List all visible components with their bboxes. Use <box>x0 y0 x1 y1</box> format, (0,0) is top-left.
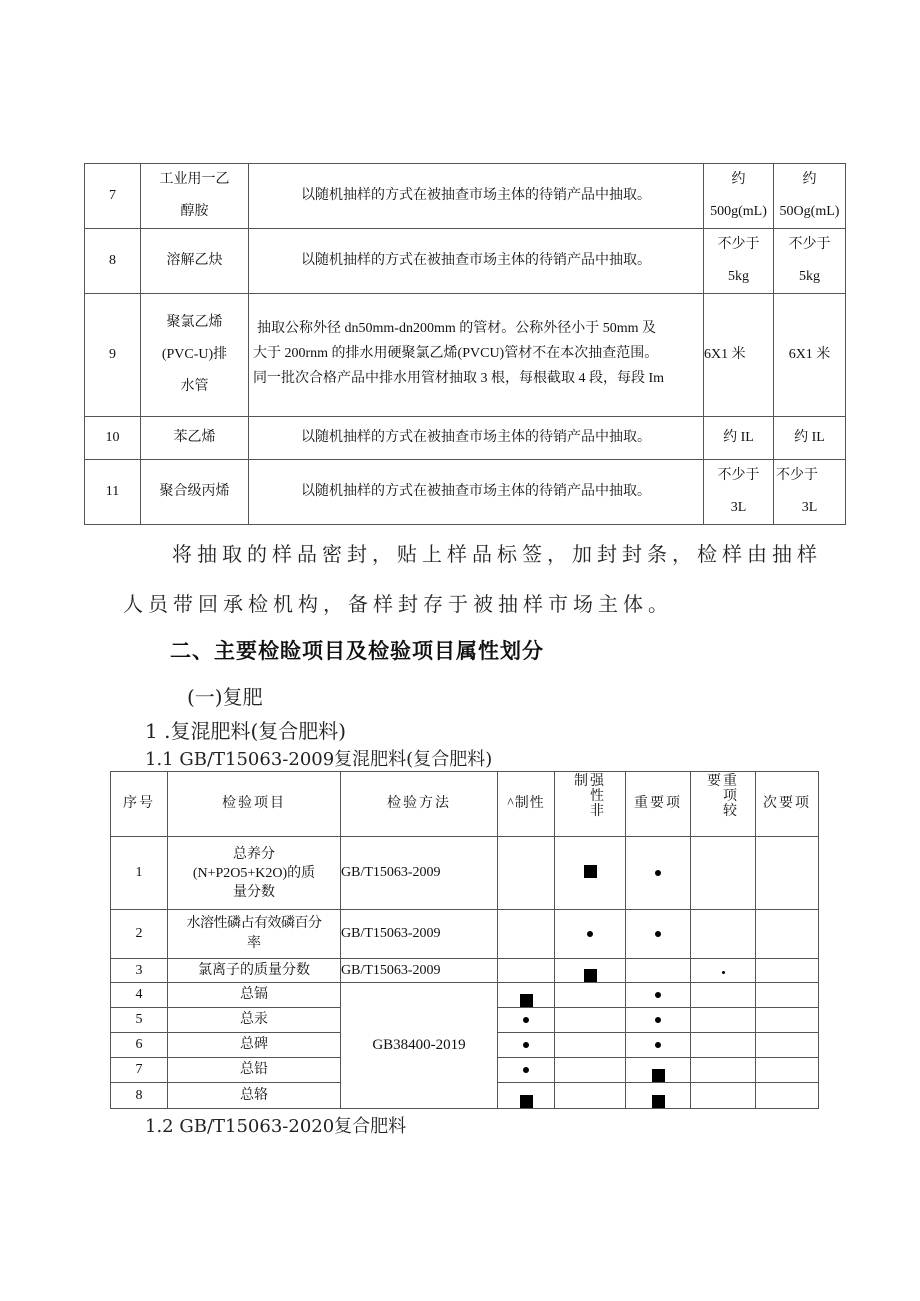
minor-cell <box>756 983 819 1008</box>
relatively-important-cell <box>691 1033 756 1058</box>
important-cell <box>626 1033 691 1058</box>
inspection-item: 总汞 <box>168 1008 341 1033</box>
standard-heading: 1.2 GB/T15063-2020复合肥料 <box>145 1116 407 1137</box>
important-cell <box>626 959 691 983</box>
dot-mark-icon <box>655 931 661 937</box>
quantity-line: 约 <box>802 172 817 187</box>
quantity-line: 5kg <box>799 269 820 284</box>
row-number: 8 <box>85 229 141 294</box>
row-number: 8 <box>111 1083 168 1109</box>
header-non-mandatory <box>555 772 626 837</box>
header-mandatory: ^制性 <box>498 772 555 837</box>
important-cell <box>626 983 691 1008</box>
minor-cell <box>756 959 819 983</box>
test-sample-quantity <box>704 229 774 294</box>
header-important: 重要项 <box>626 772 691 837</box>
row-number: 10 <box>85 417 141 460</box>
mandatory-cell <box>498 983 555 1008</box>
header-line: 性 <box>590 789 604 804</box>
mandatory-cell <box>498 1083 555 1109</box>
dot-mark-icon <box>523 1042 529 1048</box>
header-stack <box>574 774 606 819</box>
quantity-line: 500g(mL) <box>710 204 767 219</box>
product-name-line: 醇胺 <box>180 204 209 219</box>
row-number: 2 <box>111 910 168 959</box>
item-line: 水溶性磷占有效磷百分 <box>186 916 322 931</box>
row-number: 7 <box>111 1058 168 1083</box>
non-mandatory-cell <box>555 910 626 959</box>
table-row <box>85 460 846 525</box>
header-line: 制强 <box>574 774 606 789</box>
item-line: (N+P2O5+K2O)的质 <box>192 865 316 881</box>
item-line: 总养分 <box>233 846 275 862</box>
quantity-line: 不少于 <box>717 468 760 483</box>
table-row <box>85 417 846 460</box>
quantity-line: 约 <box>731 172 746 187</box>
quantity-line: 5kg <box>728 269 749 284</box>
header-no: 序号 <box>111 772 168 837</box>
non-mandatory-cell <box>555 1083 626 1109</box>
minor-cell <box>756 1083 819 1109</box>
header-line: 要重 <box>707 774 739 789</box>
header-line: 较 <box>723 804 737 819</box>
inspection-items-table <box>110 771 819 1109</box>
test-sample-quantity: 约 IL <box>704 417 774 460</box>
product-name: 聚合级丙烯 <box>141 460 249 525</box>
test-sample-quantity <box>704 164 774 229</box>
inspection-method: GB/T15063-2009 <box>341 910 498 959</box>
non-mandatory-cell <box>555 1033 626 1058</box>
row-number: 11 <box>85 460 141 525</box>
square-mark-icon <box>652 1095 665 1108</box>
method-line: 大于 200rnm 的排水用硬聚氯乙烯(PVCU)管材不在本次抽查范围。 <box>253 346 659 361</box>
important-cell <box>626 837 691 910</box>
important-cell <box>626 1058 691 1083</box>
product-name: 溶解乙炔 <box>141 229 249 294</box>
relatively-important-cell <box>691 1083 756 1109</box>
product-name-line: 水管 <box>180 379 209 394</box>
table-row <box>85 229 846 294</box>
backup-sample-quantity: 6X1 米 <box>774 294 846 417</box>
backup-sample-quantity <box>774 460 846 525</box>
table-row <box>111 910 819 959</box>
minor-cell <box>756 1033 819 1058</box>
square-mark-icon <box>520 994 533 1007</box>
inspection-method: GB/T15063-2009 <box>341 959 498 983</box>
non-mandatory-cell <box>555 959 626 983</box>
header-method: 检验方法 <box>341 772 498 837</box>
row-number: 1 <box>111 837 168 910</box>
backup-sample-quantity <box>774 229 846 294</box>
row-number: 9 <box>85 294 141 417</box>
test-sample-quantity: 6X1 米 <box>704 294 774 417</box>
relatively-important-cell <box>691 1058 756 1083</box>
sampling-table <box>84 163 846 525</box>
mandatory-cell <box>498 959 555 983</box>
inspection-item <box>168 910 341 959</box>
product-name: 苯乙烯 <box>141 417 249 460</box>
mandatory-cell <box>498 837 555 910</box>
test-sample-quantity <box>704 460 774 525</box>
relatively-important-cell <box>691 1008 756 1033</box>
non-mandatory-cell <box>555 983 626 1008</box>
row-number: 6 <box>111 1033 168 1058</box>
non-mandatory-cell <box>555 1058 626 1083</box>
quantity-line: 不少于 <box>717 237 760 252</box>
inspection-item <box>168 837 341 910</box>
inspection-method-merged: GB38400-2019 <box>341 983 498 1109</box>
quantity-line: 50Og(mL) <box>779 204 840 219</box>
square-mark-icon <box>652 1069 665 1082</box>
table-row <box>111 837 819 910</box>
table-row <box>111 959 819 983</box>
product-name <box>141 164 249 229</box>
table-row <box>85 164 846 229</box>
backup-sample-quantity: 约 IL <box>774 417 846 460</box>
header-relatively-important <box>691 772 756 837</box>
product-name-line: 工业用一乙 <box>159 172 230 187</box>
row-number: 3 <box>111 959 168 983</box>
sampling-method <box>249 294 704 417</box>
header-item: 检验项目 <box>168 772 341 837</box>
important-cell <box>626 910 691 959</box>
square-mark-icon <box>520 1095 533 1108</box>
non-mandatory-cell <box>555 1008 626 1033</box>
important-cell <box>626 1083 691 1109</box>
inspection-method: GB/T15063-2009 <box>341 837 498 910</box>
quantity-line: 3L <box>730 500 747 515</box>
square-mark-icon <box>584 969 597 982</box>
method-line: 同一批次合格产品中排水用管材抽取 3 根，每根截取 4 段，每段 Im <box>253 371 665 386</box>
subsection-heading: (一)复肥 <box>187 685 263 709</box>
relatively-important-cell <box>691 959 756 983</box>
minor-cell <box>756 1008 819 1033</box>
dot-mark-icon <box>655 1017 661 1023</box>
minor-cell <box>756 837 819 910</box>
backup-sample-quantity <box>774 164 846 229</box>
relatively-important-cell <box>691 983 756 1008</box>
sampling-method: 以随机抽样的方式在被抽查市场主体的待销产品中抽取。 <box>249 460 704 525</box>
dot-mark-icon <box>655 870 661 876</box>
header-minor: 次要项 <box>756 772 819 837</box>
table-row <box>111 983 819 1008</box>
row-number: 4 <box>111 983 168 1008</box>
relatively-important-cell <box>691 910 756 959</box>
small-dot-mark-icon <box>722 971 725 974</box>
inspection-item: 总铅 <box>168 1058 341 1083</box>
table-row <box>85 294 846 417</box>
product-name-line: (PVC-U)排 <box>161 347 228 362</box>
square-mark-icon <box>584 865 597 878</box>
item-line: 量分数 <box>233 884 275 900</box>
dot-mark-icon <box>587 931 593 937</box>
mandatory-cell <box>498 1033 555 1058</box>
sampling-method: 以随机抽样的方式在被抽查市场主体的待销产品中抽取。 <box>249 417 704 460</box>
important-cell <box>626 1008 691 1033</box>
product-name-line: 聚氯乙烯 <box>166 315 223 330</box>
minor-cell <box>756 910 819 959</box>
inspection-item: 总碑 <box>168 1033 341 1058</box>
relatively-important-cell <box>691 837 756 910</box>
dot-mark-icon <box>523 1067 529 1073</box>
mandatory-cell <box>498 1058 555 1083</box>
item-heading: 1 .复混肥料(复合肥料) <box>145 719 347 743</box>
paragraph-line: 人员带回承检机构，备样封存于被抽样市场主体。 <box>123 592 673 616</box>
mandatory-cell <box>498 910 555 959</box>
quantity-line: 不少于 <box>776 468 818 483</box>
non-mandatory-cell <box>555 837 626 910</box>
item-line: 率 <box>247 936 261 951</box>
header-line: 项 <box>723 789 737 804</box>
section-heading: 二、主要检睑项目及检验项目属性划分 <box>170 639 544 663</box>
sampling-method: 以随机抽样的方式在被抽查市场主体的待销产品中抽取。 <box>249 229 704 294</box>
table-header-row <box>111 772 819 837</box>
header-line: 非 <box>590 804 604 819</box>
sampling-method: 以随机抽样的方式在被抽查市场主体的待销产品中抽取。 <box>249 164 704 229</box>
dot-mark-icon <box>655 992 661 998</box>
inspection-item: 总辂 <box>168 1083 341 1109</box>
minor-cell <box>756 1058 819 1083</box>
inspection-item: 氯离子的质量分数 <box>168 959 341 983</box>
method-line: 抽取公称外径 dn50mm-dn200mm 的管材。公称外径小于 50mm 及 <box>257 321 656 336</box>
header-stack <box>707 774 739 819</box>
quantity-line: 3L <box>801 500 818 515</box>
mandatory-cell <box>498 1008 555 1033</box>
paragraph-line: 将抽取的样品密封，贴上样品标签，加封封条，检样由抽样 <box>172 542 822 566</box>
product-name <box>141 294 249 417</box>
inspection-item: 总镉 <box>168 983 341 1008</box>
row-number: 5 <box>111 1008 168 1033</box>
dot-mark-icon <box>655 1042 661 1048</box>
standard-heading: 1.1 GB/T15063-2009复混肥料(复合肥料) <box>145 749 493 770</box>
row-number: 7 <box>85 164 141 229</box>
dot-mark-icon <box>523 1017 529 1023</box>
quantity-line: 不少于 <box>788 237 831 252</box>
